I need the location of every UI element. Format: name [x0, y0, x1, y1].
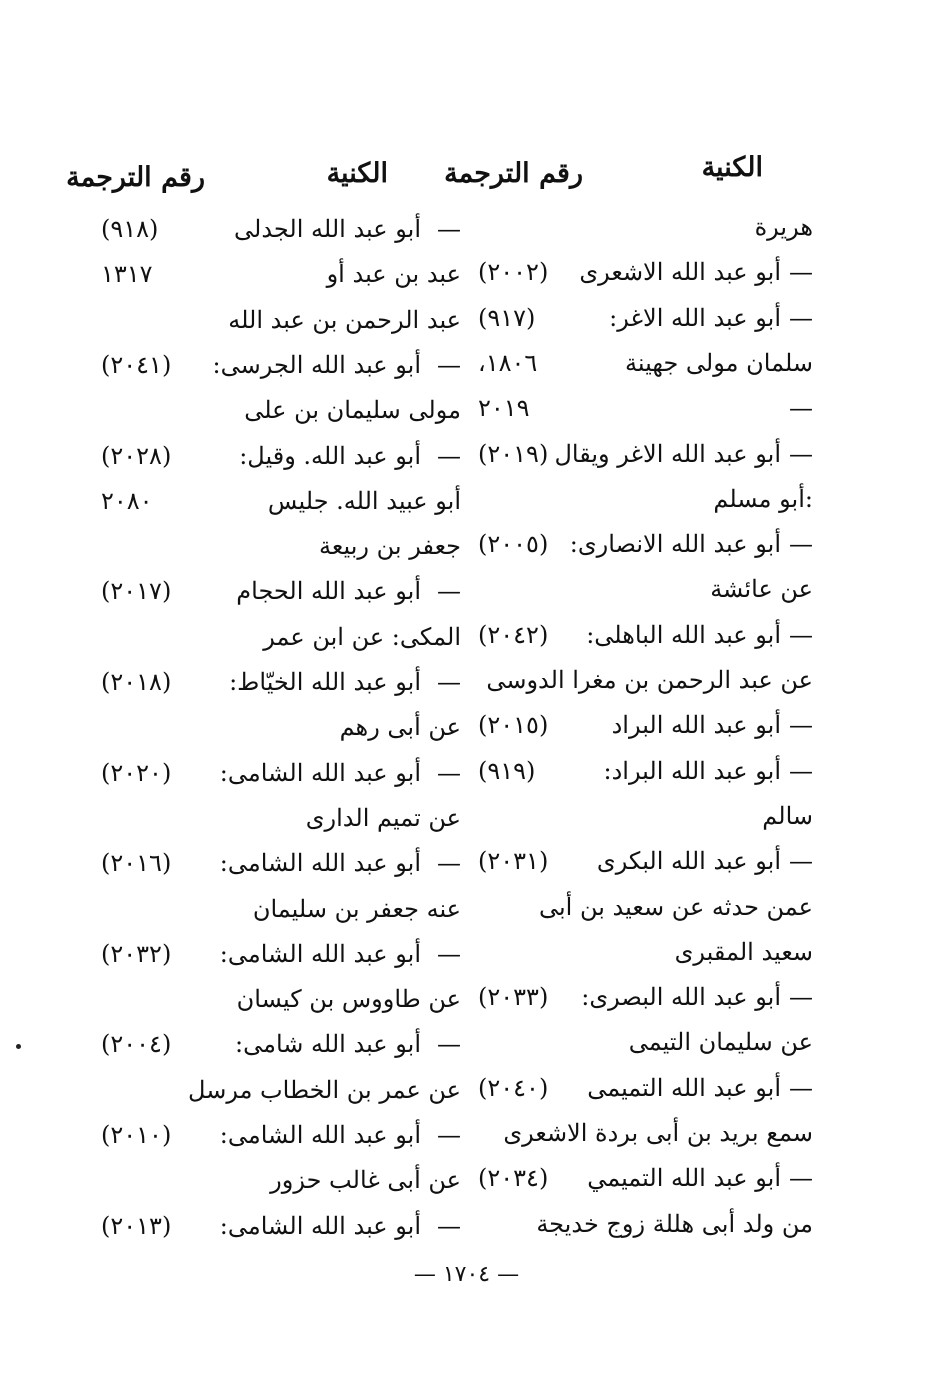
entry-number: ١٣١٧: [101, 260, 153, 289]
entry-number: (٢٠٠٤): [101, 1030, 172, 1059]
entry-name: أبو عبد الله الجدلى: [234, 215, 421, 243]
entry-name: عن أبى غالب حزور: [270, 1166, 461, 1195]
entry-row: [101, 436, 461, 476]
entry-name: أبو عبيد الله. جليس: [267, 486, 461, 515]
entry-row: [101, 526, 461, 566]
entry-row: [478, 1158, 813, 1198]
entry-name: أبو عبد الله الباهلى:: [586, 620, 781, 649]
entry-name: سعيد المقبرى: [674, 937, 813, 966]
entry-name: أبو عبد الله التميمى: [587, 1073, 781, 1102]
entry-number: (٢٠١٩): [478, 439, 549, 468]
entry-row: [478, 841, 813, 881]
entry-row: [101, 1160, 461, 1200]
entry-row: [101, 934, 461, 974]
entry-row: [478, 298, 813, 338]
entry-row: [101, 254, 461, 294]
entry-name: عن سليمان التيمى: [628, 1028, 813, 1057]
entry-name: عن أبى رهم: [339, 713, 461, 742]
entry-number: (٢٠٠٥): [478, 530, 549, 559]
entry-number: (٢٠٣٢): [101, 939, 172, 968]
entry-row: [478, 569, 813, 609]
entry-number: (٢٠٢٠): [101, 758, 172, 787]
entry-row: [101, 798, 461, 838]
entry-name: المكى: عن ابن عمر: [263, 622, 461, 651]
entry-dash: —: [789, 711, 813, 740]
entry-name: سالم: [762, 801, 813, 830]
entry-name: عمن حدثه عن سعيد بن أبى: [538, 892, 813, 921]
entry-name: أبو عبد الله البكرى: [596, 847, 781, 876]
entry-row: [101, 662, 461, 702]
entry-row: [478, 887, 813, 927]
entry-number: (٢٠٣٣): [478, 983, 549, 1012]
entry-dash: —: [789, 303, 813, 332]
entry-row: [478, 796, 813, 836]
entry-row: [101, 1206, 461, 1246]
entry-number: ٢٠٨٠: [101, 486, 153, 515]
entry-row: [478, 705, 813, 745]
entry-dash: —: [789, 756, 813, 785]
entry-dash: —: [789, 394, 813, 423]
entry-row: [478, 615, 813, 655]
entry-name: أبو عبد الله التميمي: [587, 1164, 781, 1193]
entry-name: أبو عبد الله الشامى:: [219, 939, 421, 968]
entry-name: عن عبد الرحمن بن مغرا الدوسى: [486, 666, 813, 694]
entry-name: أبو عبد الله الشامى:: [219, 758, 421, 787]
entry-dash: —: [789, 439, 813, 468]
entry-dash: —: [437, 577, 461, 606]
entry-number: (٢٠٤٢): [478, 620, 549, 649]
entry-dash: —: [437, 1121, 461, 1149]
entry-name: أبو عبد الله الانصارى:: [569, 530, 781, 559]
entry-row: [101, 390, 461, 430]
header-right-number: رقم الترجمة: [444, 158, 583, 189]
entry-row: [478, 434, 813, 474]
entry-row: [101, 1024, 461, 1064]
entry-row: [478, 524, 813, 564]
entry-number: (٢٠٣٤): [478, 1164, 549, 1193]
entry-name: أبو عبد الله الشامى:: [219, 849, 421, 878]
entry-name: أبو عبد الله الجرسى:: [212, 350, 421, 379]
entry-name: أبو عبد الله شامى:: [235, 1030, 421, 1059]
entry-row: [101, 979, 461, 1019]
entry-number: (٩١٩): [478, 756, 536, 785]
entry-dash: —: [789, 1164, 813, 1193]
entry-number: (٢٠١٦): [101, 849, 172, 878]
entry-dash: —: [437, 668, 461, 696]
entry-row: [101, 617, 461, 657]
entry-number: (٢٠٣١): [478, 847, 549, 876]
entry-row: [101, 209, 461, 249]
header-left-number: رقم الترجمة: [66, 162, 205, 193]
entry-dash: —: [789, 847, 813, 876]
page-number: — ١٧٠٤ —: [413, 1262, 520, 1287]
entry-row: [478, 751, 813, 791]
entry-row: [101, 843, 461, 883]
entry-name: من ولد أبى هللة زوج خديجة: [536, 1209, 813, 1238]
entry-name: أبو عبد الله الحجام: [236, 577, 421, 606]
entry-dash: —: [789, 1073, 813, 1102]
entry-dash: —: [437, 350, 461, 379]
entry-row: [478, 343, 813, 383]
entry-row: [478, 252, 813, 292]
entry-number: ٢٠١٩: [478, 394, 530, 423]
entry-row: [478, 388, 813, 428]
entry-name: أبو عبد الله الشامى:: [219, 1121, 421, 1149]
entry-row: [478, 1068, 813, 1108]
entry-dash: —: [437, 215, 461, 243]
entry-name: أبو عبد الله الاغر:: [609, 303, 781, 332]
entry-row: [478, 1022, 813, 1062]
entry-name: هريرة: [754, 213, 813, 241]
entry-row: [101, 753, 461, 793]
entry-name: جعفر بن ربيعة: [319, 532, 461, 561]
header-right-kunya: الكنية: [701, 152, 763, 183]
entry-name: :أبو مسلم: [713, 484, 813, 513]
entry-name: عن عائشة: [710, 575, 813, 604]
entry-name: عنه جعفر بن سليمان: [252, 894, 461, 923]
entry-name: عبد الرحمن بن عبد الله: [228, 305, 461, 334]
entry-row: [478, 1113, 813, 1153]
entry-row: [101, 1115, 461, 1155]
entry-name: عبد بن عبد أو: [326, 260, 461, 289]
entry-row: [101, 889, 461, 929]
entry-number: (٢٠١٠): [101, 1121, 172, 1149]
ink-speck: [16, 1044, 21, 1049]
entry-row: [101, 345, 461, 385]
entry-number: (٢٠١٧): [101, 577, 172, 606]
entry-number: (٢٠٤٠): [478, 1073, 549, 1102]
entry-row: [101, 481, 461, 521]
entry-dash: —: [437, 1030, 461, 1059]
entry-number: (٢٠١٥): [478, 711, 549, 740]
entry-row: [478, 207, 813, 247]
entry-row: [478, 479, 813, 519]
entry-name: أبو عبد الله الشامى:: [219, 1211, 421, 1240]
entry-number: (٢٠١٨): [101, 668, 172, 696]
entry-name: سمع بريد بن أبى بردة الاشعرى: [503, 1119, 813, 1147]
entry-number: (٢٠١٣): [101, 1211, 172, 1240]
entry-dash: —: [437, 441, 461, 470]
entry-dash: —: [789, 258, 813, 287]
entry-number: (٩١٨): [101, 215, 159, 243]
entry-row: [478, 977, 813, 1017]
entry-dash: —: [437, 1211, 461, 1240]
entry-number: (٢٠٢٨): [101, 441, 172, 470]
entry-dash: —: [437, 849, 461, 878]
entry-dash: —: [437, 939, 461, 968]
entry-dash: —: [437, 758, 461, 787]
entry-name: أبو عبد الله. وقيل:: [239, 441, 421, 470]
entry-name: أبو عبد الله الاشعرى: [579, 258, 781, 287]
entry-name: أبو عبد الله الخيّاط:: [229, 668, 421, 696]
entry-row: [101, 707, 461, 747]
entry-name: أبو عبد الله الاغر ويقال: [554, 439, 781, 468]
entry-row: [478, 1204, 813, 1244]
entry-row: [101, 1070, 461, 1110]
entry-row: [101, 300, 461, 340]
header-left-kunya: الكنية: [326, 158, 388, 189]
entry-name: أبو عبد الله البصرى:: [581, 983, 781, 1012]
entry-number: (٢٠٤١): [101, 350, 172, 379]
entry-number: (٩١٧): [478, 303, 536, 332]
entry-name: أبو عبد الله البراد: [611, 711, 781, 740]
entry-dash: —: [789, 983, 813, 1012]
entry-name: عن طاووس بن كيسان: [236, 985, 461, 1014]
entry-number: (٢٠٠٢): [478, 258, 549, 287]
entry-number: ١٨٠٦،: [478, 348, 538, 377]
entry-name: مولى سليمان بن على: [244, 396, 461, 425]
entry-name: عن تميم الدارى: [305, 803, 461, 832]
entry-dash: —: [789, 620, 813, 649]
entry-dash: —: [789, 530, 813, 559]
entry-row: [101, 571, 461, 611]
entry-row: [478, 660, 813, 700]
entry-row: [478, 932, 813, 972]
entry-name: عن عمر بن الخطاب مرسل: [188, 1075, 461, 1104]
entry-name: أبو عبد الله البراد:: [603, 756, 781, 785]
entry-name: سلمان مولى جهينة: [625, 348, 813, 377]
